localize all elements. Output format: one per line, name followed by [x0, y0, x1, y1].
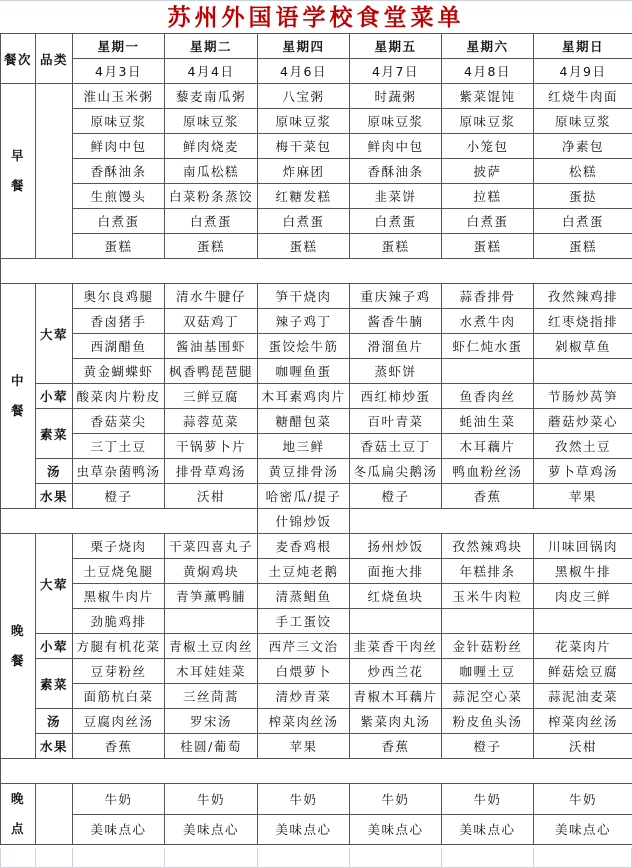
category-cell-empty [36, 784, 73, 845]
dish-cell: 净素包 [534, 134, 632, 159]
dish-cell [165, 609, 258, 634]
dish-cell: 黄焖鸡块 [165, 559, 258, 584]
dish-cell: 生煎馒头 [73, 184, 165, 209]
breakfast-row [1, 84, 632, 109]
breakfast-row [1, 184, 632, 209]
dish-cell: 面拖大排 [350, 559, 442, 584]
dish-cell: 美味点心 [258, 814, 350, 845]
category-label: 小荤 [36, 384, 73, 409]
lunch-row [1, 409, 632, 434]
date-header: 4月8日 [442, 59, 534, 84]
lunch-row [1, 309, 632, 334]
dish-cell: 重庆辣子鸡 [350, 284, 442, 309]
meal-label-lunch: 中 餐 [1, 284, 36, 509]
dish-cell: 披萨 [442, 159, 534, 184]
dish-cell: 南瓜松糕 [165, 159, 258, 184]
category-label: 大荤 [36, 284, 73, 384]
dish-cell: 原味豆浆 [258, 109, 350, 134]
dish-cell: 苹果 [534, 484, 632, 509]
dish-cell: 孜然辣鸡块 [442, 534, 534, 559]
dish-cell: 蛋挞 [534, 184, 632, 209]
dish-cell: 土豆炖老鹅 [258, 559, 350, 584]
dish-cell: 枫香鸭琵琶腿 [165, 359, 258, 384]
dish-cell: 鲜肉烧麦 [165, 134, 258, 159]
extra-empty-cell [350, 509, 632, 534]
dish-cell: 酱香牛腩 [350, 309, 442, 334]
dish-cell: 青椒土豆肉丝 [165, 634, 258, 659]
dish-cell: 沃柑 [165, 484, 258, 509]
dish-cell [442, 359, 534, 384]
dish-cell: 罗宋汤 [165, 709, 258, 734]
dish-cell: 孜然辣鸡排 [534, 284, 632, 309]
dish-cell: 牛奶 [258, 784, 350, 815]
dinner-row [1, 584, 632, 609]
dish-cell: 冬瓜扁尖鹅汤 [350, 459, 442, 484]
dish-cell: 麦香鸡根 [258, 534, 350, 559]
dish-cell: 香蕉 [350, 734, 442, 759]
day-header: 星期一 [73, 34, 165, 59]
dish-cell: 蛋饺烩牛筋 [258, 334, 350, 359]
dish-cell: 什锦炒饭 [258, 509, 350, 534]
dish-cell: 紫菜馄饨 [442, 84, 534, 109]
dish-cell: 蛋糕 [258, 234, 350, 259]
dish-cell: 红烧鱼块 [350, 584, 442, 609]
dish-cell: 梅干菜包 [258, 134, 350, 159]
meal-label-breakfast: 早 餐 [1, 84, 36, 259]
dish-cell: 蛋糕 [73, 234, 165, 259]
dish-cell: 藜麦南瓜粥 [165, 84, 258, 109]
dish-cell: 木耳藕片 [442, 434, 534, 459]
dish-cell: 奥尔良鸡腿 [73, 284, 165, 309]
extra-row [1, 509, 632, 534]
dish-cell: 节肠炒莴笋 [534, 384, 632, 409]
dinner-row [1, 709, 632, 734]
dish-cell: 蒜泥油麦菜 [534, 684, 632, 709]
dinner-row [1, 609, 632, 634]
dish-cell: 红枣烧指排 [534, 309, 632, 334]
dish-cell: 红烧牛肉面 [534, 84, 632, 109]
dish-cell [534, 359, 632, 384]
date-header: 4月9日 [534, 59, 632, 84]
dish-cell: 橙子 [442, 734, 534, 759]
dish-cell: 美味点心 [534, 814, 632, 845]
dinner-row [1, 684, 632, 709]
date-header: 4月4日 [165, 59, 258, 84]
dinner-row [1, 734, 632, 759]
dish-cell: 香酥油条 [73, 159, 165, 184]
dish-cell: 清水牛腱仔 [165, 284, 258, 309]
dish-cell: 鱼香肉丝 [442, 384, 534, 409]
lunch-row [1, 484, 632, 509]
category-label: 水果 [36, 484, 73, 509]
dish-cell: 白煮蛋 [73, 209, 165, 234]
category-column-header: 品类 [36, 34, 73, 84]
dish-cell: 蒸虾饼 [350, 359, 442, 384]
category-label: 水果 [36, 734, 73, 759]
dish-cell: 栗子烧肉 [73, 534, 165, 559]
dish-cell: 方腿有机花菜 [73, 634, 165, 659]
dish-cell: 蘑菇炒菜心 [534, 409, 632, 434]
dish-cell: 双菇鸡丁 [165, 309, 258, 334]
breakfast-row [1, 209, 632, 234]
dish-cell: 黄金蝴蝶虾 [73, 359, 165, 384]
dish-cell: 香卤猪手 [73, 309, 165, 334]
meal-label-dinner: 晚 餐 [1, 534, 36, 759]
dish-cell: 牛奶 [534, 784, 632, 815]
separator-cell [1, 259, 632, 284]
dish-cell: 土豆烧兔腿 [73, 559, 165, 584]
dish-cell: 榨菜肉丝汤 [258, 709, 350, 734]
dish-cell: 鸭血粉丝汤 [442, 459, 534, 484]
dish-cell: 笋干烧肉 [258, 284, 350, 309]
dish-cell: 萝卜草鸡汤 [534, 459, 632, 484]
dish-cell: 蚝油生菜 [442, 409, 534, 434]
dish-cell: 香蕉 [442, 484, 534, 509]
dish-cell: 桂圆/葡萄 [165, 734, 258, 759]
breakfast-row [1, 134, 632, 159]
dish-cell: 白菜粉条蒸饺 [165, 184, 258, 209]
dish-cell: 虫草杂菌鸭汤 [73, 459, 165, 484]
lunch-row [1, 284, 632, 309]
dish-cell: 孜然土豆 [534, 434, 632, 459]
dish-cell: 牛奶 [442, 784, 534, 815]
header-date-row [1, 59, 632, 84]
snack-row [1, 784, 632, 815]
category-label: 汤 [36, 459, 73, 484]
dish-cell: 蛋糕 [165, 234, 258, 259]
dish-cell: 香菇菜尖 [73, 409, 165, 434]
dish-cell [350, 609, 442, 634]
dish-cell: 橙子 [350, 484, 442, 509]
dish-cell: 美味点心 [350, 814, 442, 845]
dish-cell: 西红柿炒蛋 [350, 384, 442, 409]
dish-cell: 紫菜肉丸汤 [350, 709, 442, 734]
dish-cell: 沃柑 [534, 734, 632, 759]
dish-cell: 黑椒牛肉片 [73, 584, 165, 609]
dish-cell: 韭菜香干肉丝 [350, 634, 442, 659]
separator-row [1, 759, 632, 784]
dish-cell: 干菜四喜丸子 [165, 534, 258, 559]
dish-cell [534, 609, 632, 634]
dish-cell: 劲脆鸡排 [73, 609, 165, 634]
breakfast-row [1, 234, 632, 259]
dish-cell: 原味豆浆 [73, 109, 165, 134]
dish-cell: 青椒木耳藕片 [350, 684, 442, 709]
dish-cell: 肉皮三鲜 [534, 584, 632, 609]
dish-cell: 炒西兰花 [350, 659, 442, 684]
lunch-row [1, 459, 632, 484]
dish-cell: 原味豆浆 [534, 109, 632, 134]
dish-cell: 辣子鸡丁 [258, 309, 350, 334]
dish-cell: 蛋糕 [350, 234, 442, 259]
meal-column-header: 餐次 [1, 34, 36, 84]
dish-cell: 金针菇粉丝 [442, 634, 534, 659]
dish-cell: 白煮蛋 [442, 209, 534, 234]
snack-row [1, 814, 632, 845]
dish-cell: 拉糕 [442, 184, 534, 209]
dish-cell: 白煮蛋 [165, 209, 258, 234]
date-header: 4月6日 [258, 59, 350, 84]
category-label: 素菜 [36, 659, 73, 709]
empty-grid-footer [0, 848, 632, 868]
dish-cell: 蒜泥空心菜 [442, 684, 534, 709]
day-header: 星期六 [442, 34, 534, 59]
dish-cell: 豆腐肉丝汤 [73, 709, 165, 734]
dish-cell: 美味点心 [73, 814, 165, 845]
dish-cell: 干锅萝卜片 [165, 434, 258, 459]
header-day-row [1, 34, 632, 59]
dish-cell: 白煮蛋 [350, 209, 442, 234]
dish-cell: 手工蛋饺 [258, 609, 350, 634]
dish-cell: 白煮蛋 [534, 209, 632, 234]
day-header: 星期日 [534, 34, 632, 59]
dish-cell: 三丝茼蒿 [165, 684, 258, 709]
dish-cell: 蒜蓉苋菜 [165, 409, 258, 434]
dish-cell: 牛奶 [73, 784, 165, 815]
dish-cell: 清蒸鲳鱼 [258, 584, 350, 609]
dish-cell: 豆芽粉丝 [73, 659, 165, 684]
dish-cell: 时蔬粥 [350, 84, 442, 109]
dish-cell: 小笼包 [442, 134, 534, 159]
dish-cell: 蛋糕 [442, 234, 534, 259]
dish-cell: 美味点心 [442, 814, 534, 845]
dish-cell: 扬州炒饭 [350, 534, 442, 559]
dish-cell: 白煮蛋 [258, 209, 350, 234]
dinner-row [1, 534, 632, 559]
dish-cell: 牛奶 [350, 784, 442, 815]
dinner-row [1, 559, 632, 584]
dish-cell: 排骨草鸡汤 [165, 459, 258, 484]
breakfast-row [1, 109, 632, 134]
category-label: 汤 [36, 709, 73, 734]
extra-empty-cell [1, 509, 258, 534]
category-label: 素菜 [36, 409, 73, 459]
dish-cell: 蒜香排骨 [442, 284, 534, 309]
dish-cell: 三鲜豆腐 [165, 384, 258, 409]
dish-cell: 糖醋包菜 [258, 409, 350, 434]
date-header: 4月3日 [73, 59, 165, 84]
dish-cell: 酸菜肉片粉皮 [73, 384, 165, 409]
dish-cell: 哈密瓜/提子 [258, 484, 350, 509]
dish-cell: 黄豆排骨汤 [258, 459, 350, 484]
dish-cell: 原味豆浆 [442, 109, 534, 134]
dish-cell: 面筋杭白菜 [73, 684, 165, 709]
dish-cell: 松糕 [534, 159, 632, 184]
dish-cell: 鲜肉中包 [350, 134, 442, 159]
date-header: 4月7日 [350, 59, 442, 84]
lunch-row [1, 384, 632, 409]
dish-cell: 百叶青菜 [350, 409, 442, 434]
dish-cell: 美味点心 [165, 814, 258, 845]
dish-cell: 滑溜鱼片 [350, 334, 442, 359]
dish-cell: 香菇土豆丁 [350, 434, 442, 459]
dish-cell: 八宝粥 [258, 84, 350, 109]
separator-cell [1, 759, 632, 784]
menu-table [0, 33, 632, 845]
dish-cell: 香酥油条 [350, 159, 442, 184]
dish-cell: 三丁土豆 [73, 434, 165, 459]
dish-cell: 苹果 [258, 734, 350, 759]
dish-cell: 香蕉 [73, 734, 165, 759]
dish-cell: 清炒青菜 [258, 684, 350, 709]
category-cell-empty [36, 84, 73, 259]
dish-cell: 榨菜肉丝汤 [534, 709, 632, 734]
category-label: 大荤 [36, 534, 73, 634]
day-header: 星期二 [165, 34, 258, 59]
dish-cell: 橙子 [73, 484, 165, 509]
dish-cell: 黑椒牛排 [534, 559, 632, 584]
lunch-row [1, 359, 632, 384]
day-header: 星期四 [258, 34, 350, 59]
dish-cell: 地三鲜 [258, 434, 350, 459]
meal-label-snack: 晚 点 [1, 784, 36, 845]
dish-cell: 原味豆浆 [350, 109, 442, 134]
page-top-border [0, 0, 632, 1]
dish-cell: 西湖醋鱼 [73, 334, 165, 359]
dish-cell: 剁椒草鱼 [534, 334, 632, 359]
dish-cell: 蛋糕 [534, 234, 632, 259]
lunch-row [1, 434, 632, 459]
dish-cell: 水煮牛肉 [442, 309, 534, 334]
dish-cell: 花菜肉片 [534, 634, 632, 659]
dish-cell: 炸麻团 [258, 159, 350, 184]
dish-cell: 青笋薰鸭脯 [165, 584, 258, 609]
dish-cell: 年糕排条 [442, 559, 534, 584]
dish-cell: 红糖发糕 [258, 184, 350, 209]
dish-cell: 韭菜饼 [350, 184, 442, 209]
dish-cell: 川味回锅肉 [534, 534, 632, 559]
dish-cell [442, 609, 534, 634]
page-title: 苏州外国语学校食堂菜单 [167, 4, 465, 31]
dish-cell: 咖喱土豆 [442, 659, 534, 684]
separator-row [1, 259, 632, 284]
dish-cell: 鲜菇烩豆腐 [534, 659, 632, 684]
dish-cell: 玉米牛肉粒 [442, 584, 534, 609]
dinner-row [1, 634, 632, 659]
dish-cell: 西芹三文治 [258, 634, 350, 659]
dish-cell: 原味豆浆 [165, 109, 258, 134]
dish-cell: 鲜肉中包 [73, 134, 165, 159]
dish-cell: 木耳娃娃菜 [165, 659, 258, 684]
day-header: 星期五 [350, 34, 442, 59]
dish-cell: 牛奶 [165, 784, 258, 815]
dish-cell: 酱油基围虾 [165, 334, 258, 359]
dish-cell: 木耳素鸡肉片 [258, 384, 350, 409]
breakfast-row [1, 159, 632, 184]
dish-cell: 咖喱鱼蛋 [258, 359, 350, 384]
lunch-row [1, 334, 632, 359]
category-label: 小荤 [36, 634, 73, 659]
dish-cell: 淮山玉米粥 [73, 84, 165, 109]
dish-cell: 粉皮鱼头汤 [442, 709, 534, 734]
dish-cell: 白煨萝卜 [258, 659, 350, 684]
dish-cell: 虾仁炖水蛋 [442, 334, 534, 359]
dinner-row [1, 659, 632, 684]
